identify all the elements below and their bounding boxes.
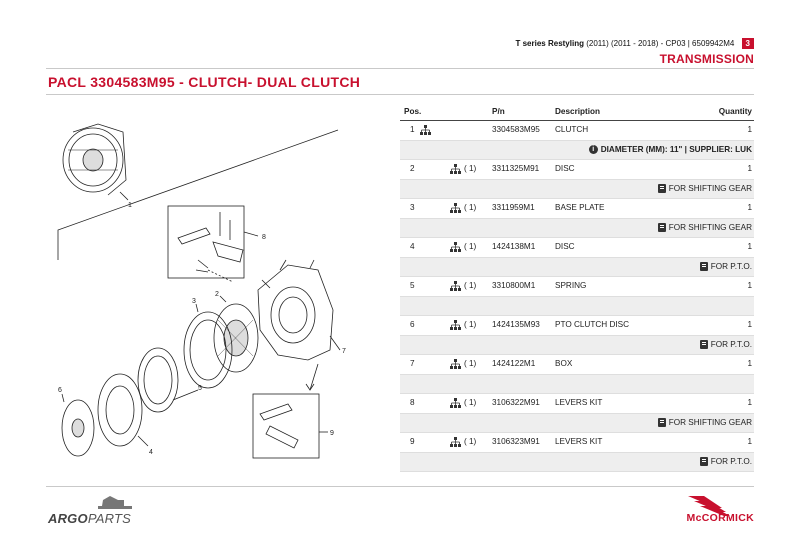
row-sub-qty: ( 1) [464, 398, 477, 407]
row-note [400, 375, 754, 394]
page-number-badge: 3 [742, 38, 754, 49]
callout-6: 6 [58, 387, 62, 394]
argoparts-wordmark [48, 511, 131, 526]
page-title: PACL 3304583M95 - CLUTCH- DUAL CLUTCH [48, 74, 361, 90]
table-row[interactable] [400, 121, 754, 141]
exploded-parts-diagram [48, 110, 386, 478]
note-text-wrap [700, 258, 752, 276]
row-pos: 2 [410, 164, 415, 173]
clipboard-icon [658, 418, 666, 427]
hierarchy-link[interactable] [450, 238, 476, 256]
note-text-wrap [658, 219, 752, 237]
hierarchy-link[interactable] [450, 160, 476, 178]
row-pos: 8 [410, 398, 415, 407]
table-row[interactable] [400, 355, 754, 375]
argoparts-wordmark-rest: PARTS [87, 511, 131, 526]
header-pn: P/n [492, 107, 505, 116]
row-note [400, 297, 754, 316]
callout-3: 3 [192, 298, 196, 305]
row-pos: 9 [410, 437, 415, 446]
hierarchy-icon [450, 281, 461, 291]
note-text-wrap [700, 453, 752, 471]
row-description: LEVERS KIT [555, 398, 603, 407]
row-quantity: 1 [747, 242, 752, 251]
divider [46, 94, 754, 95]
row-description: BASE PLATE [555, 203, 605, 212]
header-pos: Pos. [404, 107, 422, 116]
hierarchy-link[interactable] [450, 316, 476, 334]
row-pos: 3 [410, 203, 415, 212]
row-quantity: 1 [747, 398, 752, 407]
row-description: CLUTCH [555, 125, 589, 134]
row-quantity: 1 [747, 125, 752, 134]
table-row[interactable] [400, 394, 754, 414]
row-description: LEVERS KIT [555, 437, 603, 446]
row-sub-qty: ( 1) [464, 359, 477, 368]
note-text-wrap [700, 336, 752, 354]
row-part-number[interactable]: 1424122M1 [492, 359, 536, 368]
row-sub-qty: ( 1) [464, 437, 477, 446]
row-quantity: 1 [747, 359, 752, 368]
header-description: Description [555, 107, 601, 116]
row-pos: 4 [410, 242, 415, 251]
note-text: FOR SHIFTING GEAR [668, 184, 752, 193]
row-part-number[interactable]: 3310800M1 [492, 281, 536, 290]
table-row[interactable] [400, 316, 754, 336]
series-name: T series Restyling [515, 39, 584, 48]
row-quantity: 1 [747, 281, 752, 290]
row-sub-qty: ( 1) [464, 242, 477, 251]
clipboard-icon [658, 223, 666, 232]
row-pos: 7 [410, 359, 415, 368]
row-pos: 1 [410, 125, 415, 134]
hierarchy-link[interactable] [450, 433, 476, 451]
row-part-number[interactable]: 3311959M1 [492, 203, 535, 212]
hierarchy-link[interactable] [450, 277, 476, 295]
clipboard-icon [658, 184, 666, 193]
row-note [400, 336, 754, 355]
callout-8: 8 [262, 234, 266, 241]
callout-1: 1 [128, 202, 132, 209]
hierarchy-icon [450, 320, 461, 330]
row-part-number[interactable]: 3106322M91 [492, 398, 540, 407]
row-description: SPRING [555, 281, 587, 290]
mccormick-wordmark: McCORMICK [686, 512, 754, 524]
row-note [400, 453, 754, 472]
hierarchy-icon [450, 203, 461, 213]
header-line [516, 38, 755, 49]
hierarchy-icon [450, 359, 461, 369]
hierarchy-icon [450, 398, 461, 408]
row-sub-qty: ( 1) [464, 164, 477, 173]
row-description: DISC [555, 242, 575, 251]
row-part-number[interactable]: 1424135M93 [492, 320, 540, 329]
callout-4: 4 [149, 449, 153, 456]
row-note [400, 141, 754, 160]
callout-5: 5 [198, 385, 202, 392]
note-text-wrap [658, 414, 752, 432]
row-pos: 6 [410, 320, 415, 329]
parts-table [400, 104, 754, 472]
hierarchy-icon [450, 437, 461, 447]
hierarchy-link[interactable] [450, 199, 476, 217]
hierarchy-link[interactable] [450, 394, 476, 412]
table-row[interactable] [400, 238, 754, 258]
argoparts-wordmark-bold: ARGO [48, 511, 88, 526]
hierarchy-link[interactable] [420, 121, 431, 139]
callout-7: 7 [342, 348, 346, 355]
note-text-wrap [589, 141, 752, 159]
series-years: (2011) (2011 - 2018) - CP03 | 6509942M4 [586, 39, 735, 48]
row-part-number[interactable]: 3311325M91 [492, 164, 540, 173]
note-text: FOR P.T.O. [710, 340, 752, 349]
row-sub-qty: ( 1) [464, 281, 477, 290]
section-title: TRANSMISSION [659, 52, 754, 66]
callout-2: 2 [215, 291, 219, 298]
row-part-number[interactable]: 3304583M95 [492, 125, 540, 134]
row-quantity: 1 [747, 164, 752, 173]
hierarchy-link[interactable] [450, 355, 476, 373]
table-row[interactable] [400, 433, 754, 453]
row-description: PTO CLUTCH DISC [555, 320, 629, 329]
part-1-clutch-drawing [63, 124, 128, 200]
row-part-number[interactable]: 3106323M91 [492, 437, 540, 446]
row-quantity: 1 [747, 320, 752, 329]
row-part-number[interactable]: 1424138M1 [492, 242, 536, 251]
row-description: BOX [555, 359, 573, 368]
row-sub-qty: ( 1) [464, 203, 477, 212]
row-quantity: 1 [747, 437, 752, 446]
divider [46, 68, 754, 69]
hierarchy-icon [450, 242, 461, 252]
callout-9: 9 [330, 430, 334, 437]
row-sub-qty: ( 1) [464, 320, 477, 329]
info-icon: i [589, 145, 598, 154]
clipboard-icon [700, 262, 708, 271]
table-row[interactable] [400, 160, 754, 180]
divider [46, 486, 754, 487]
row-description: DISC [555, 164, 575, 173]
row-note [400, 414, 754, 433]
clipboard-icon [700, 340, 708, 349]
hierarchy-icon [450, 164, 461, 174]
note-text: FOR SHIFTING GEAR [668, 418, 752, 427]
row-note [400, 258, 754, 277]
header-quantity: Quantity [718, 107, 752, 116]
note-text-wrap [658, 180, 752, 198]
table-header [400, 104, 754, 121]
row-note [400, 219, 754, 238]
note-text: FOR P.T.O. [710, 457, 752, 466]
note-text: DIAMETER (MM): 11" | SUPPLIER: LUK [600, 145, 752, 154]
clipboard-icon [700, 457, 708, 466]
row-note [400, 180, 754, 199]
table-row[interactable] [400, 199, 754, 219]
table-row[interactable] [400, 277, 754, 297]
hierarchy-icon [420, 125, 431, 135]
note-text: FOR P.T.O. [710, 262, 752, 271]
row-quantity: 1 [747, 203, 752, 212]
note-text: FOR SHIFTING GEAR [668, 223, 752, 232]
row-pos: 5 [410, 281, 415, 290]
